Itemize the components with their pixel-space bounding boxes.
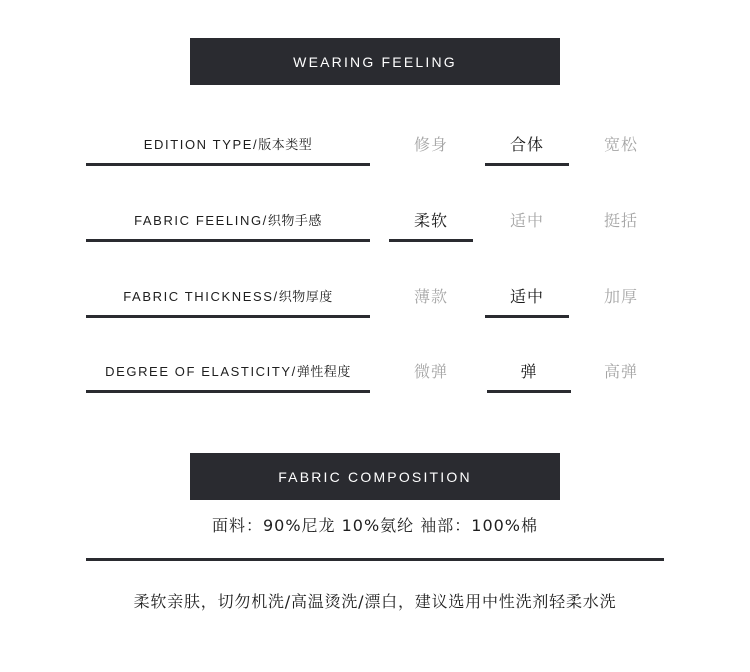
- wearing-feeling-title: WEARING FEELING: [293, 53, 457, 70]
- row-underline: [86, 390, 370, 393]
- attribute-row-fabric-thickness: [0, 280, 750, 330]
- row-label: FABRIC FEELING/织物手感: [134, 213, 322, 229]
- option-loose: 宽松: [603, 135, 638, 154]
- option-stiff: 挺括: [603, 211, 638, 230]
- option-soft-selected: 柔软: [389, 208, 473, 231]
- fabric-composition-banner: [190, 453, 560, 500]
- option-medium: 适中: [509, 211, 544, 230]
- row-underline: [86, 315, 370, 318]
- option-regular-selected: 合体: [485, 132, 569, 155]
- attribute-row-elasticity: [0, 355, 750, 405]
- wearing-feeling-banner: [190, 38, 560, 85]
- option-high-stretch: 高弹: [603, 362, 638, 381]
- option-stretch-selected: 弹: [487, 359, 571, 382]
- row-label: EDITION TYPE/版本类型: [143, 137, 313, 153]
- option-slight-stretch: 微弹: [413, 362, 448, 381]
- row-underline: [86, 163, 370, 166]
- attribute-row-edition-type: [0, 128, 750, 178]
- option-slim: 修身: [413, 135, 448, 154]
- composition-text: 面料：90%尼龙 10%氨纶 袖部：100%棉: [211, 516, 539, 535]
- option-thick: 加厚: [603, 287, 638, 306]
- row-underline: [86, 239, 370, 242]
- row-label: DEGREE OF ELASTICITY/弹性程度: [105, 364, 351, 380]
- option-medium-selected: 适中: [485, 284, 569, 307]
- row-label: FABRIC THICKNESS/织物厚度: [123, 289, 333, 305]
- care-instructions: 柔软亲肤，切勿机洗/高温烫洗/漂白，建议选用中性洗剂轻柔水洗: [133, 592, 617, 611]
- option-thin: 薄款: [413, 287, 448, 306]
- fabric-composition-title: FABRIC COMPOSITION: [278, 468, 472, 485]
- composition-divider: [86, 558, 664, 561]
- attribute-row-fabric-feeling: [0, 204, 750, 254]
